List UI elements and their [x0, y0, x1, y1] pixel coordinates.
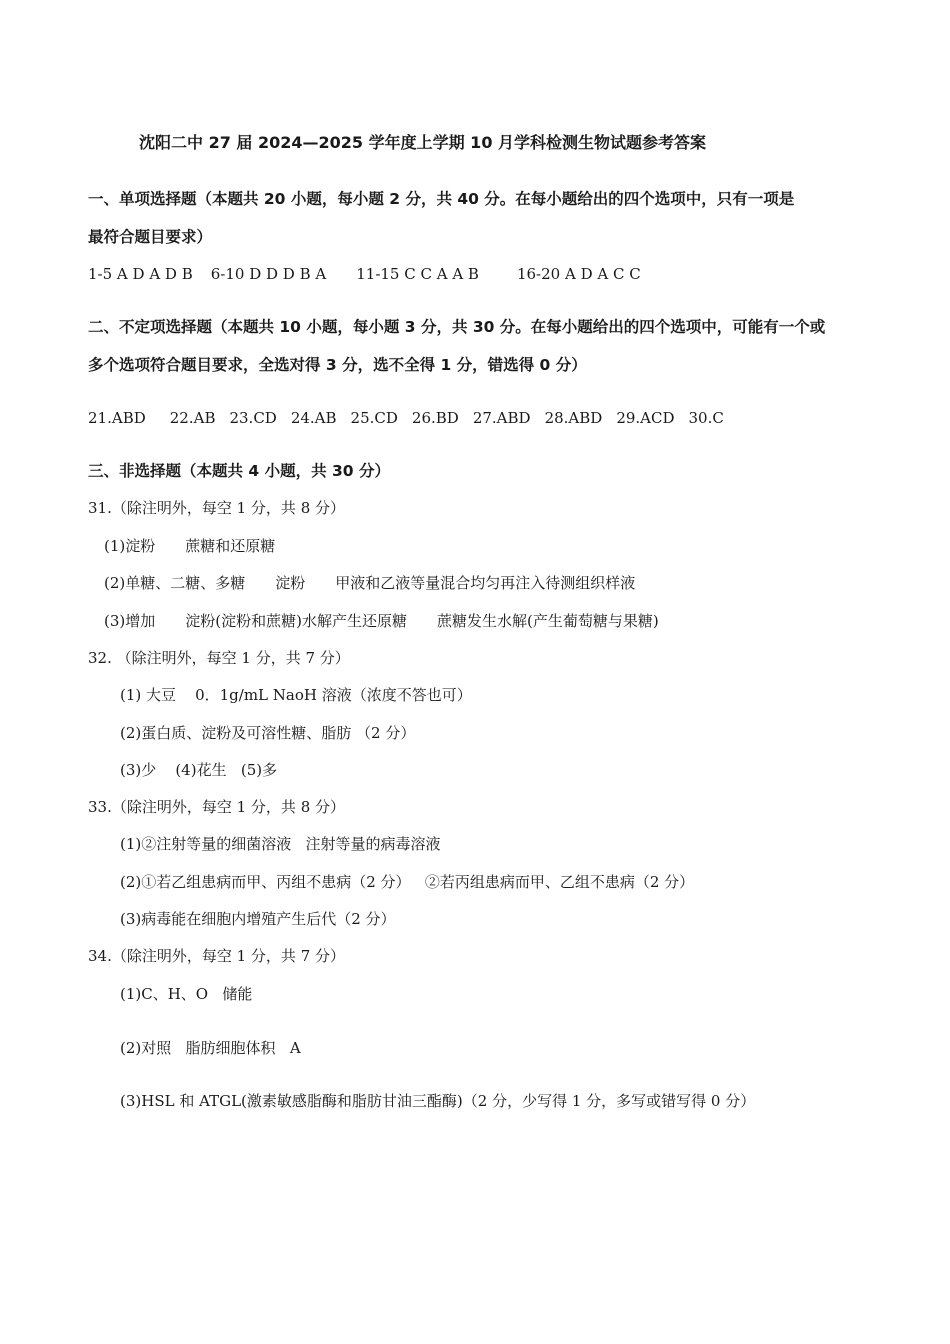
- q31-1-answer-b: 蔗糖和还原糖: [185, 537, 276, 555]
- answer-23: 23.CD: [229, 409, 277, 427]
- section2-heading-line2: 多个选项符合题目要求，全选对得 3 分，选不全得 1 分，错选得 0 分）: [88, 356, 587, 374]
- section1-answers: [88, 264, 641, 284]
- q31-line-3: [104, 611, 659, 631]
- section1-heading-line2: 最符合题目要求）: [88, 228, 213, 246]
- answer-22: 22.AB: [169, 409, 216, 427]
- q31-2-answer-b: 淀粉: [275, 574, 306, 592]
- section3-heading: 三、非选择题（本题共 4 小题，共 30 分）: [88, 462, 390, 480]
- q31-1-answer-a: (1)淀粉: [104, 537, 156, 555]
- answer-24: 24.AB: [290, 409, 337, 427]
- q34-line-2: (2)对照 脂肪细胞体积 A: [120, 1039, 301, 1057]
- q32-line-3: (3)少 (4)花生 (5)多: [120, 761, 278, 779]
- q31-line-2: [104, 573, 635, 593]
- q33-line-3: (3)病毒能在细胞内增殖产生后代（2 分）: [120, 910, 396, 928]
- q34-line-1: (1)C、H、O 储能: [120, 985, 253, 1003]
- q32-header: 32. （除注明外，每空 1 分，共 7 分）: [88, 649, 350, 667]
- q33-line-2: (2)①若乙组患病而甲、丙组不患病（2 分） ②若丙组患病而甲、乙组不患病（2 分）: [120, 873, 695, 891]
- answer-29: 29.ACD: [616, 409, 675, 427]
- q34-line-3: (3)HSL 和 ATGL(激素敏感脂酶和脂肪甘油三酯酶)（2 分，少写得 1 分，多写或错写得 0 分）: [120, 1092, 756, 1110]
- section1-heading-line1: 一、单项选择题（本题共 20 小题，每小题 2 分，共 40 分。在每小题给出的四个选项中，只有一项是: [88, 190, 795, 208]
- answer-group-11-15: 11-15 C C A A B: [356, 265, 479, 283]
- answer-27: 27.ABD: [472, 409, 531, 427]
- document-title: 沈阳二中 27 届 2024—2025 学年度上学期 10 月学科检测生物试题参考答案: [139, 133, 707, 152]
- q31-2-answer-c: 甲液和乙液等量混合均匀再注入待测组织样液: [335, 574, 636, 592]
- answer-group-1-5: 1-5 A D A D B: [88, 265, 193, 283]
- answer-30: 30.C: [688, 409, 724, 427]
- q34-header: 34.（除注明外，每空 1 分，共 7 分）: [88, 947, 346, 965]
- q31-2-answer-a: (2)单糖、二糖、多糖: [104, 574, 246, 592]
- answer-21: 21.ABD: [88, 409, 146, 427]
- answer-group-16-20: 16-20 A D A C C: [516, 265, 641, 283]
- q31-3-answer-b: 淀粉(淀粉和蔗糖)水解产生还原糖: [185, 612, 407, 630]
- q31-3-answer-c: 蔗糖发生水解(产生葡萄糖与果糖): [436, 612, 659, 630]
- q31-line-1: [104, 536, 275, 556]
- q31-3-answer-a: (3)增加: [104, 612, 156, 630]
- answer-26: 26.BD: [411, 409, 459, 427]
- answer-group-6-10: 6-10 D D D B A: [210, 265, 327, 283]
- q33-line-1: (1)②注射等量的细菌溶液 注射等量的病毒溶液: [120, 835, 441, 853]
- q31-header: 31.（除注明外，每空 1 分，共 8 分）: [88, 499, 346, 517]
- section2-answers: [88, 408, 724, 428]
- answer-25: 25.CD: [350, 409, 398, 427]
- answer-28: 28.ABD: [544, 409, 603, 427]
- q32-line-1: (1) 大豆 0．1g/mL NaoH 溶液（浓度不答也可）: [120, 686, 472, 704]
- q32-line-2: (2)蛋白质、淀粉及可溶性糖、脂肪 （2 分）: [120, 724, 416, 742]
- q33-header: 33.（除注明外，每空 1 分，共 8 分）: [88, 798, 346, 816]
- section2-heading-line1: 二、不定项选择题（本题共 10 小题，每小题 3 分，共 30 分。在每小题给出的四个选项中，可能有一个或: [88, 318, 826, 336]
